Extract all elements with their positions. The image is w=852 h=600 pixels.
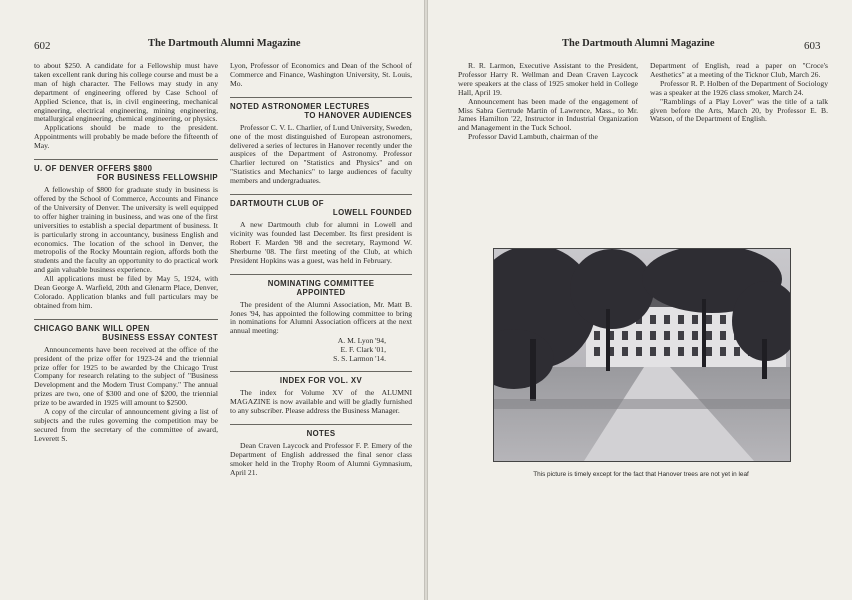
left-column-1 <box>34 62 218 444</box>
paragraph: Announcements have been received at the office of the president of the prize offer for 1923-24 and the triennial prize offer for 1925 to be awarded by the Chicago Trust Company for research relating to the subject of "Business Development and the Modern Trust Company." The annual prizes are two, one of $300 and one of $200, the triennial prize to be awarded in 1925 will amount to $2500. <box>34 344 218 408</box>
paragraph: Professor R. P. Holben of the Department of Sociology was a speaker at the 1926 class smoker, March 24. <box>650 78 828 97</box>
committee-member: A. M. Lyon '94, <box>337 336 386 346</box>
heading-line: U. OF DENVER OFFERS $800 <box>34 164 153 174</box>
paragraph: Dean Craven Laycock and Professor F. P. Emery of the Department of English addressed the final senor class smoker held in the Trophy Room of Alumni Gymnasium, April 21. <box>230 440 412 477</box>
committee-list <box>230 336 412 363</box>
paragraph: to about $250. A candidate for a Fellowship must have taken excellent rank during his college course and must be a man of high character. The Fellows may study in any department of engineering offered by Case School of Applied Science, that is, in civil engineering, mechanical engineering, electrical engineering, mining engineering, metallurgical engineering, chemical engineering, or physics. <box>34 61 218 124</box>
paragraph: Department of English, read a paper on "Croce's Aesthetics" at a meeting of the Ticknor Club, March 26. <box>650 61 828 79</box>
heading-line: TO HANOVER AUDIENCES <box>304 110 412 120</box>
right-column-1 <box>458 62 638 142</box>
paragraph: The president of the Alumni Association, Mr. Matt B. Jones '94, has appointed the following committee to bring in nominations for Alumni Association officers at the next annual meeting: <box>230 299 412 336</box>
page-number-left: 602 <box>34 40 51 52</box>
paragraph: R. R. Larmon, Executive Assistant to the President, Professor Harry R. Wellman and Dean Craven Laycock were speakers at the class of 1925 smoker held in College Hall, April 19. <box>458 61 638 97</box>
right-column-2 <box>650 62 828 124</box>
page-number-right: 603 <box>804 40 821 52</box>
article-heading-notes <box>230 424 412 438</box>
paragraph: The index for Volume XV of the ALUMNI MAGAZINE is now available and will be gladly furnished to any subscriber. Please address the Business Manager. <box>230 388 412 416</box>
photo-caption: This picture is timely except for the fact that Hanover trees are not yet in leaf <box>533 471 749 478</box>
heading-line: LOWELL FOUNDED <box>332 208 412 218</box>
paragraph: All applications must be filed by May 5, 1924, with Dean George A. Warfield, 20th and Glenarm Place, Denver, Colorado. Application blanks and full particulars may be obtained from him. <box>34 274 218 310</box>
heading-line: NOTED ASTRONOMER LECTURES <box>230 101 370 111</box>
article-heading-index <box>230 371 412 385</box>
heading-line: CHICAGO BANK WILL OPEN <box>34 323 150 333</box>
article-heading-nominating <box>230 274 412 297</box>
heading-line: FOR BUSINESS FELLOWSHIP <box>97 173 218 183</box>
committee-member: E. F. Clark '01, <box>340 345 386 355</box>
heading-line: NOMINATING COMMITTEE <box>267 278 375 288</box>
running-head-left: The Dartmouth Alumni Magazine <box>148 38 301 49</box>
paragraph: A new Dartmouth club for alumni in Lowell and vicinity was founded last December. Its first president is Robert F. Marden '98 and the secretary, Raymond W. Sherburne '08. The first meeting of the Club, at which President Hopkins was a guest, was held in February. <box>230 220 412 265</box>
article-heading-denver <box>34 159 218 182</box>
heading-line: NOTES <box>306 428 336 438</box>
paragraph: Announcement has been made of the engagement of Miss Sabra Gertrude Martin of Lawrence, Mass., to Mr. James Hamilton '22, Instructor in Industrial Organization and Management in the Tuck School. <box>458 96 638 133</box>
article-heading-astronomer <box>230 97 412 120</box>
heading-line: APPOINTED <box>296 287 346 297</box>
article-heading-chicago <box>34 319 218 342</box>
paragraph: "Ramblings of a Play Lover" was the title of a talk given before the Arts, March 20, by Professor E. B. Watson, of the Department of English. <box>650 96 828 124</box>
paragraph: Professor C. V. L. Charlier, of Lund University, Sweden, one of the most distinguished of European astronomers, delivered a series of lectures in Hanover recently under the auspices of the Department of Astronomy. Professor Charlier lectured on "Statistics and Physics" and on "Statistics and Mechanics" to large audiences of faculty members and undergraduates. <box>230 122 412 186</box>
left-column-2 <box>230 62 412 478</box>
campus-photograph <box>493 248 791 462</box>
heading-line: DARTMOUTH CLUB OF <box>230 199 324 209</box>
article-heading-lowell <box>230 194 412 217</box>
running-head-right: The Dartmouth Alumni Magazine <box>562 38 715 49</box>
left-page <box>0 0 424 600</box>
campus-photo-illustration <box>494 249 790 461</box>
heading-line: BUSINESS ESSAY CONTEST <box>102 332 218 342</box>
paragraph: Applications should be made to the president. Appointments will probably be made before the fifteenth of May. <box>34 123 218 151</box>
committee-member: S. S. Larmon '14. <box>333 354 386 364</box>
paragraph: Professor David Lambuth, chairman of the <box>468 132 598 142</box>
paragraph: Lyon, Professor of Economics and Dean of the School of Commerce and Finance, Washington University, St. Louis, Mo. <box>230 61 412 88</box>
paragraph: A fellowship of $800 for graduate study in business is offered by the School of Commerce, Accounts and Finance of the University of Denver. The university is well equipped to offer higher training in business, and was one of the first universities to establish a special department of business. It is particularly strong in accountancy, business English and economics. The location of the school in Denver, the metropolis of the Rocky Mountain region, affords both the students and the faculty an opportunity to do practical work and gain valuable business experience. <box>34 185 218 275</box>
right-page <box>428 0 852 600</box>
heading-line: INDEX FOR VOL. XV <box>279 376 363 386</box>
paragraph: A copy of the circular of announcement giving a list of subjects and the rules governing the competition may be secured from the secretary of the committee of award, Leverett S. <box>34 407 218 443</box>
